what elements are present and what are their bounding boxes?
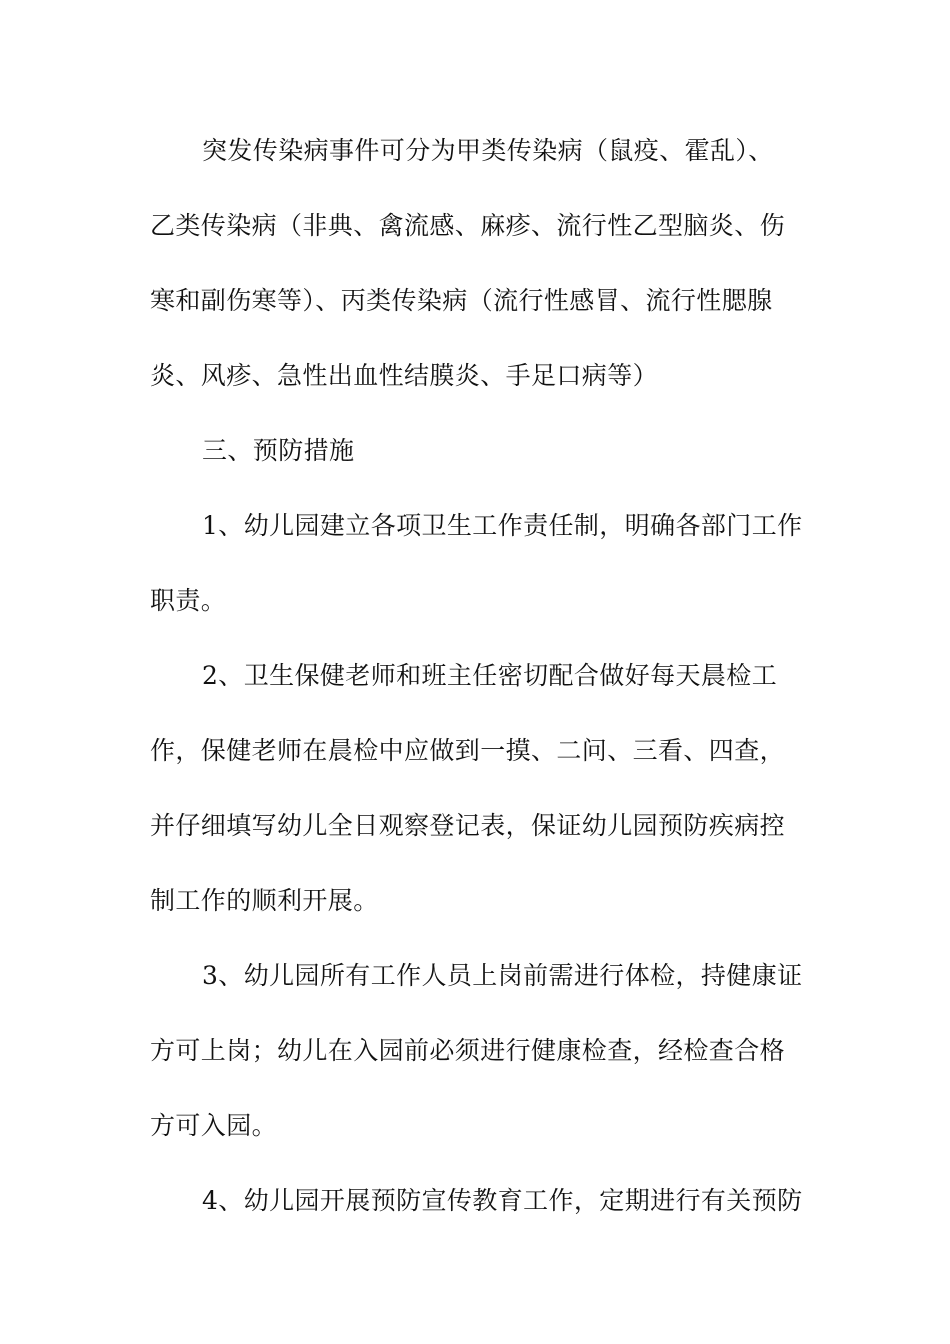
paragraph-line: 3、幼儿园所有工作人员上岗前需进行体检，持健康证: [202, 961, 803, 990]
section-heading: 三、预防措施: [202, 436, 355, 465]
paragraph-line: 突发传染病事件可分为甲类传染病（鼠疫、霍乱）、: [202, 136, 774, 165]
paragraph-line: 方可上岗；幼儿在入园前必须进行健康检查，经检查合格: [150, 1036, 786, 1065]
paragraph-line: 炎、风疹、急性出血性结膜炎、手足口病等）: [150, 361, 659, 390]
paragraph-line: 方可入园。: [150, 1111, 278, 1140]
paragraph-line: 制工作的顺利开展。: [150, 886, 379, 915]
paragraph-line: 4、幼儿园开展预防宣传教育工作，定期进行有关预防: [202, 1186, 803, 1215]
paragraph-line: 乙类传染病（非典、禽流感、麻疹、流行性乙型脑炎、伤: [150, 211, 786, 240]
paragraph-line: 2、卫生保健老师和班主任密切配合做好每天晨检工: [202, 661, 778, 690]
paragraph-line: 作，保健老师在晨检中应做到一摸、二问、三看、四查，: [150, 736, 786, 765]
paragraph-line: 并仔细填写幼儿全日观察登记表，保证幼儿园预防疾病控: [150, 811, 786, 840]
paragraph-line: 职责。: [150, 586, 227, 615]
paragraph-line: 寒和副伤寒等）、丙类传染病（流行性感冒、流行性腮腺: [150, 286, 773, 315]
paragraph-line: 1、幼儿园建立各项卫生工作责任制，明确各部门工作: [202, 511, 803, 540]
